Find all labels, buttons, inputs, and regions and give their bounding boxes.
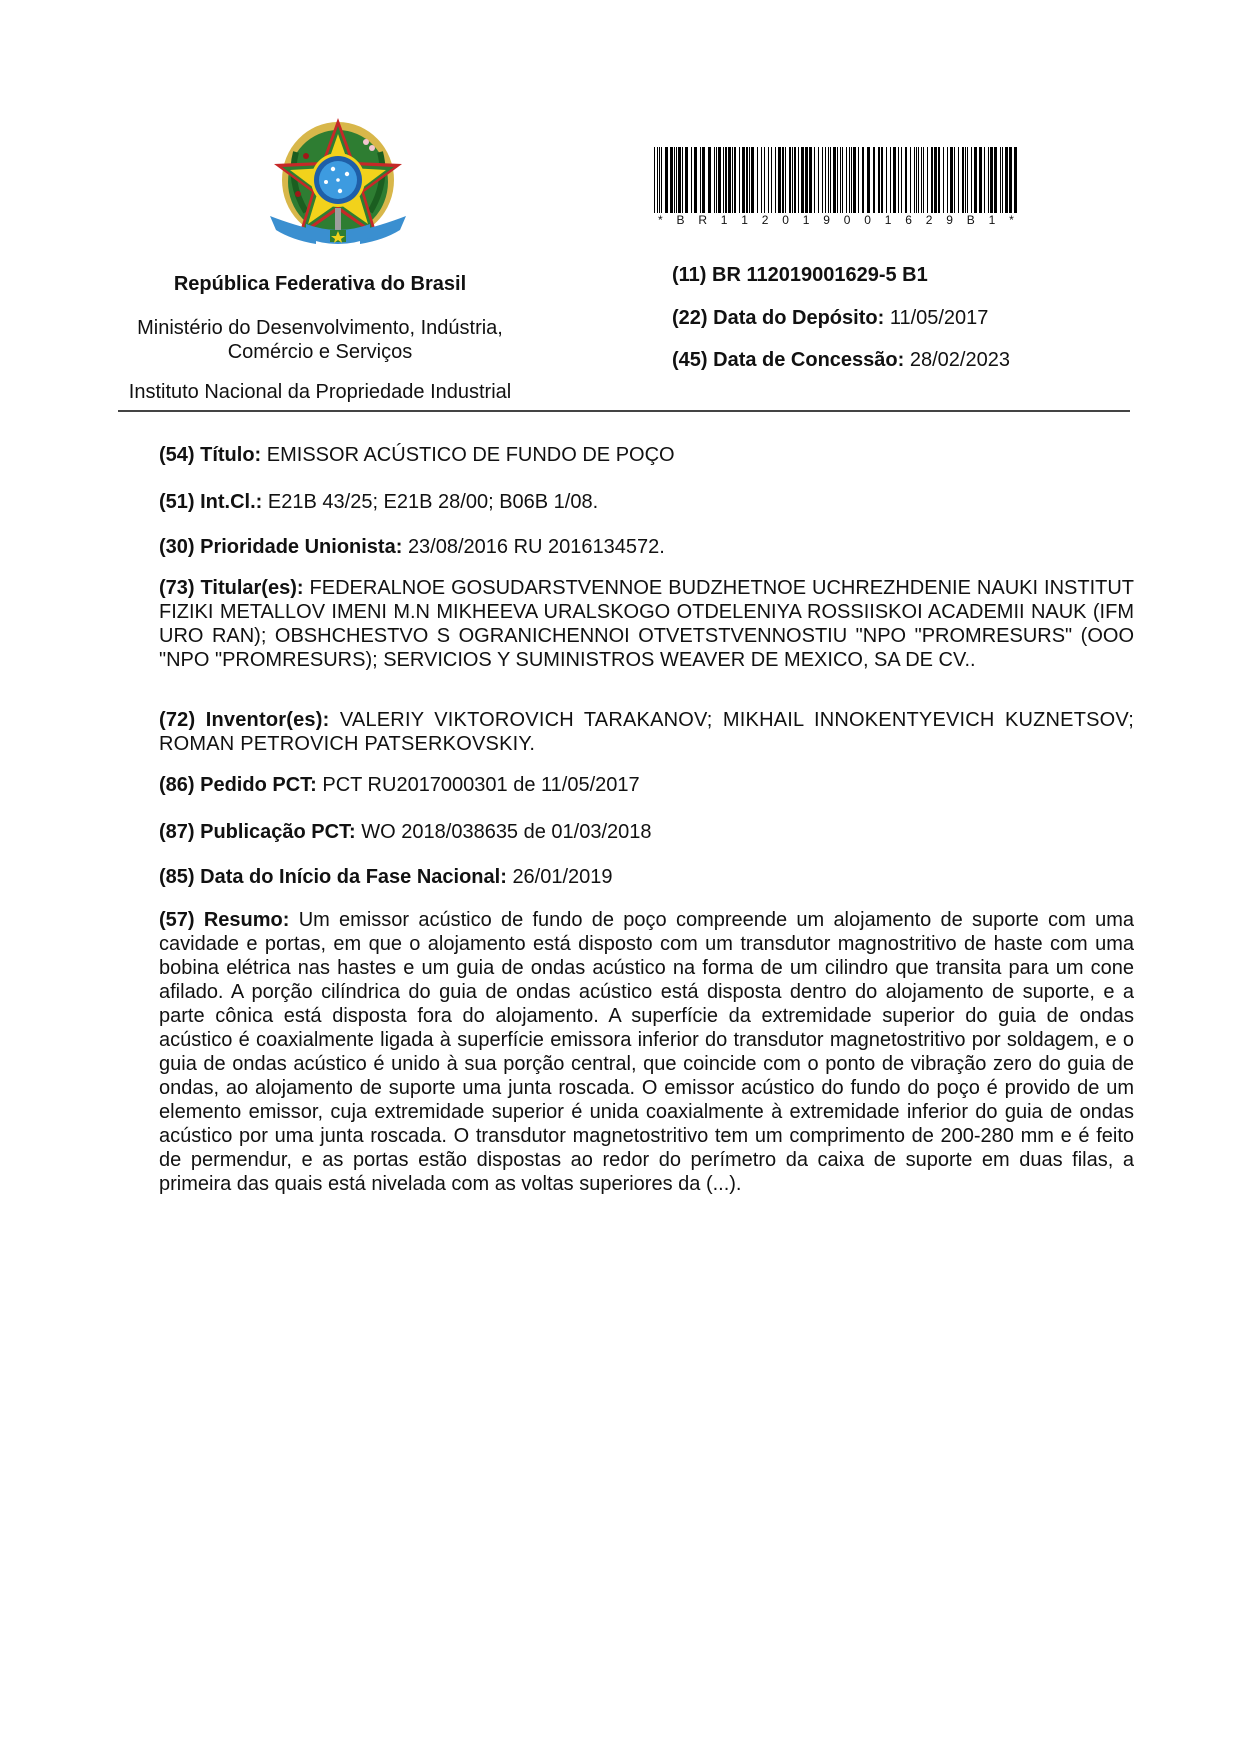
- barcode-bar: [825, 147, 826, 213]
- barcode-bar: [934, 147, 937, 213]
- barcode-bar: [734, 147, 736, 213]
- barcode-bar: [971, 147, 972, 213]
- ministry-line-1: Ministério do Desenvolvimento, Indústria,: [137, 317, 503, 339]
- ministry-line-2: Comércio e Serviços: [227, 341, 413, 363]
- barcode-bar: [814, 147, 815, 213]
- barcode-bar: [830, 147, 831, 213]
- barcode-bar: [725, 147, 727, 213]
- barcode-bar: [916, 147, 917, 213]
- barcode-bar: [659, 147, 660, 213]
- barcode-bar: [782, 147, 784, 213]
- field-national-phase: [159, 865, 1134, 889]
- brazil-coat-of-arms-icon: [266, 112, 410, 254]
- barcode-bar: [1014, 147, 1017, 213]
- barcode-bar: [700, 147, 701, 213]
- field-abstract: [159, 908, 1134, 1196]
- barcode-bar: [846, 147, 847, 213]
- barcode-text: [652, 213, 1020, 227]
- field-title-label: (54) Título:: [159, 444, 262, 466]
- barcode-bar: [694, 147, 697, 213]
- barcode-bar: [778, 147, 781, 213]
- barcode-char: R: [698, 213, 707, 227]
- barcode-bar: [851, 147, 852, 213]
- barcode-bar: [965, 147, 966, 213]
- grant-date: [672, 348, 1010, 372]
- field-national-phase-value: 26/01/2019: [512, 866, 613, 888]
- barcode-bar: [878, 147, 880, 213]
- barcode-bar: [984, 147, 985, 213]
- barcode-bar: [954, 147, 955, 213]
- barcode-bar: [988, 147, 989, 213]
- barcode-bar: [822, 147, 823, 213]
- barcode-bar: [938, 147, 940, 213]
- barcode-bar: [862, 147, 864, 213]
- barcode-bar: [898, 147, 899, 213]
- barcode-bar: [708, 147, 711, 213]
- barcode-bar: [923, 147, 924, 213]
- barcode-bar: [886, 147, 887, 213]
- barcode-char: 2: [761, 213, 769, 227]
- barcode-bar: [676, 147, 677, 213]
- barcode-bar: [789, 147, 791, 213]
- barcode-bar: [918, 147, 919, 213]
- barcode-bar: [858, 147, 859, 213]
- header-divider: [118, 410, 1130, 412]
- barcode-char: 1: [720, 213, 728, 227]
- barcode-bar: [990, 147, 993, 213]
- field-priority-value: 23/08/2016 RU 2016134572.: [407, 536, 665, 558]
- field-inventors-label: (72) Inventor(es):: [159, 709, 330, 731]
- barcode-bar: [746, 147, 748, 213]
- barcode-bar: [661, 147, 662, 213]
- barcode-bar: [910, 147, 911, 213]
- barcode-bar: [771, 147, 772, 213]
- field-pct-publication-value: WO 2018/038635 de 01/03/2018: [361, 821, 652, 843]
- ministry-name: [118, 316, 522, 364]
- barcode-bar: [761, 147, 762, 213]
- barcode-bar: [785, 147, 786, 213]
- deposit-date-value: 11/05/2017: [889, 307, 989, 329]
- barcode-bar: [654, 147, 655, 213]
- barcode-bar: [678, 147, 681, 213]
- barcode-bar: [657, 147, 658, 213]
- barcode-bar: [837, 147, 838, 213]
- field-pct-publication-label: (87) Publicação PCT:: [159, 821, 356, 843]
- barcode-bar: [682, 147, 683, 213]
- barcode-bar: [881, 147, 883, 213]
- field-holders-label: (73) Titular(es):: [159, 577, 304, 599]
- barcode-char: 9: [823, 213, 830, 227]
- barcode-bar: [801, 147, 804, 213]
- barcode-bar: [1002, 147, 1003, 213]
- barcode-bar: [723, 147, 724, 213]
- barcode-bar: [685, 147, 688, 213]
- field-intcl-value: E21B 43/25; E21B 28/00; B06B 1/08.: [267, 491, 599, 513]
- field-national-phase-label: (85) Data do Início da Fase Nacional:: [159, 866, 507, 888]
- barcode-bar: [905, 147, 907, 213]
- barcode-char: *: [1009, 213, 1014, 227]
- barcode-bar: [751, 147, 754, 213]
- barcode-bar: [702, 147, 705, 213]
- barcode-bar: [739, 147, 740, 213]
- barcode-bar: [714, 147, 715, 213]
- field-pct-application: [159, 773, 1134, 797]
- barcode-bar: [842, 147, 843, 213]
- barcode-bar: [1005, 147, 1008, 213]
- republic-name: República Federativa do Brasil: [173, 273, 467, 295]
- barcode-bar: [792, 147, 793, 213]
- barcode-bar: [775, 147, 776, 213]
- barcode-bar: [867, 147, 870, 213]
- barcode-bar: [674, 147, 675, 213]
- field-inventors: [159, 708, 1134, 756]
- barcode-char: 1: [988, 213, 996, 227]
- grant-date-value: 28/02/2023: [909, 349, 1010, 371]
- barcode-bar: [718, 147, 721, 213]
- barcode-bar: [967, 147, 968, 213]
- barcode-bar: [805, 147, 808, 213]
- barcode-char: 1: [741, 213, 748, 227]
- barcode-bar: [818, 147, 819, 213]
- barcode-bar: [742, 147, 745, 213]
- sword-icon: [335, 208, 341, 230]
- barcode-bar: [798, 147, 799, 213]
- barcode-bar: [665, 147, 668, 213]
- field-title-value: EMISSOR ACÚSTICO DE FUNDO DE POÇO: [266, 444, 675, 466]
- barcode-bar: [994, 147, 997, 213]
- field-pct-application-label: (86) Pedido PCT:: [159, 774, 317, 796]
- barcode-char: B: [966, 213, 975, 227]
- coat-of-arms-graphic: [266, 112, 410, 254]
- patent-number: (11) BR 112019001629-5 B1: [672, 264, 928, 286]
- southern-cross-disc-icon: [311, 153, 365, 207]
- barcode-bar: [757, 147, 758, 213]
- barcode-bar: [833, 147, 836, 213]
- barcode-bar: [749, 147, 750, 213]
- field-priority-label: (30) Prioridade Unionista:: [159, 536, 403, 558]
- barcode-char: 0: [864, 213, 871, 227]
- field-pct-publication: [159, 820, 1134, 844]
- barcode-char: 0: [843, 213, 851, 227]
- barcode-bar: [732, 147, 733, 213]
- field-title: [159, 443, 1134, 467]
- barcode-bar: [768, 147, 769, 213]
- field-priority: [159, 535, 1134, 559]
- barcode-bar: [974, 147, 977, 213]
- barcode-bar: [914, 147, 915, 213]
- barcode-bar: [931, 147, 933, 213]
- barcode-char: 2: [925, 213, 933, 227]
- field-intcl-label: (51) Int.Cl.:: [159, 491, 263, 513]
- deposit-date-label: (22) Data do Depósito:: [672, 307, 885, 329]
- institute-name: Instituto Nacional da Propriedade Industrial: [128, 381, 512, 403]
- barcode-bar: [691, 147, 692, 213]
- barcode-bar: [1000, 147, 1001, 213]
- barcode-char: B: [676, 213, 685, 227]
- barcode-bar: [840, 147, 841, 213]
- barcode-bar: [873, 147, 875, 213]
- barcode: [652, 147, 1020, 213]
- barcode-bar: [950, 147, 953, 213]
- barcode-bar: [1009, 147, 1012, 213]
- deposit-date: [672, 306, 988, 330]
- grant-date-label: (45) Data de Concessão:: [672, 349, 905, 371]
- barcode-bar: [809, 147, 812, 213]
- barcode-char: 1: [884, 213, 892, 227]
- barcode-bar: [828, 147, 829, 213]
- barcode-bar: [728, 147, 731, 213]
- barcode-bar: [794, 147, 796, 213]
- barcode-bar: [893, 147, 896, 213]
- barcode-bar: [979, 147, 982, 213]
- barcode-bar: [947, 147, 948, 213]
- barcode-bar: [670, 147, 673, 213]
- field-inventors-value: VALERIY VIKTOROVICH TARAKANOV; MIKHAIL INNOKENTYEVICH KUZNETSOV; ROMAN PETROVICH PATSERKOVSKIY.: [159, 709, 1134, 755]
- field-intcl: [159, 490, 1134, 514]
- barcode-bar: [921, 147, 922, 213]
- barcode-bar: [962, 147, 964, 213]
- field-holders-value: FEDERALNOE GOSUDARSTVENNOE BUDZHETNOE UCHREZHDENIE NAUKI INSTITUT FIZIKI METALLOV IMENI M.N MIKHEEVA URALSKOGO OTDELENIYA ROSSIISKOI ACADEMII NAUK (IFM URO RAN); OBSHCHESTVO S OGRANICHENNOI OTVETSTVENNOSTIU "NPO "PROMRESURS" (OOO "NPO "PROMRESURS); SERVICIOS Y SUMINISTROS WEAVER DE MEXICO, SA DE CV..: [159, 577, 1135, 671]
- barcode-bar: [958, 147, 959, 213]
- barcode-bars: [652, 147, 1020, 213]
- field-abstract-value: Um emissor acústico de fundo de poço compreende um alojamento de suporte com uma cavidade e portas, em que o alojamento está disposto com um transdutor magnostritivo de haste com uma bobina elétrica nas hastes e um guia de ondas acústico na forma de um cilindro que transita para um cone afilado. A porção cilíndrica do guia de ondas acústico está disposta dentro do alojamento de suporte, e a parte cônica está disposta fora do alojamento. A superfície da extremidade superior do guia de ondas acústico é coaxialmente ligada à superfície emissora inferior do transdutor magnetostritivo por soldagem, e o guia de ondas acústico é unido à sua porção central, que coincide com o ponto de vibração zero do guia de ondas, ao alojamento de suporte uma junta roscada. O emissor acústico do fundo do poço é provido de um elemento emissor, cuja extremidade superior é unida coaxialmente à extremidade inferior do guia de ondas acústico por uma junta roscada. O transdutor magnetostritivo tem um comprimento de 200-280 mm e é feito de permendur, e as portas estão dispostas ao redor do perímetro da caixa de suporte em duas filas, a primeira das quais está nivelada com as voltas superiores da (...).: [159, 909, 1134, 1195]
- barcode-bar: [716, 147, 717, 213]
- barcode-bar: [943, 147, 944, 213]
- barcode-bar: [853, 147, 856, 213]
- field-pct-application-value: PCT RU2017000301 de 11/05/2017: [322, 774, 640, 796]
- barcode-bar: [764, 147, 765, 213]
- field-holders: [159, 576, 1134, 672]
- barcode-bar: [901, 147, 902, 213]
- barcode-char: 0: [782, 213, 789, 227]
- barcode-bar: [927, 147, 928, 213]
- barcode-char: 1: [802, 213, 810, 227]
- barcode-bar: [890, 147, 891, 213]
- barcode-bar: [849, 147, 850, 213]
- barcode-char: *: [658, 213, 663, 227]
- field-abstract-label: (57) Resumo:: [159, 909, 290, 931]
- barcode-char: 9: [946, 213, 953, 227]
- barcode-char: 6: [905, 213, 912, 227]
